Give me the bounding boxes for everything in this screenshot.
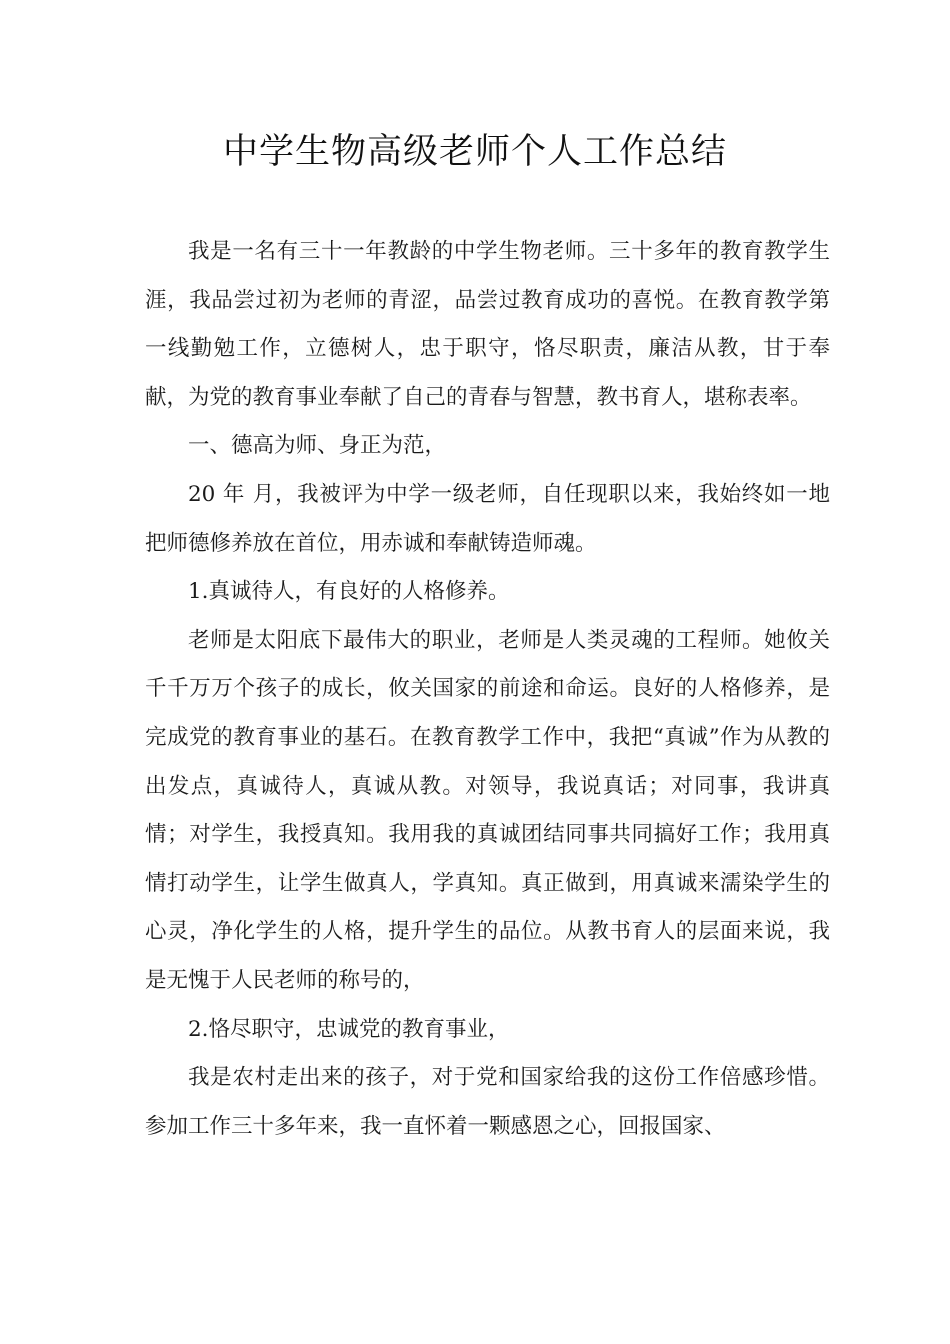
subsection-heading-2: 2.恪尽职守，忠诚党的教育事业， [188,1016,510,1042]
section-heading-1: 一、德高为师、身正为范， [188,433,447,459]
document-body [145,228,830,1151]
paragraph-intro: 我是一名有三十一年教龄的中学生物老师。三十多年的教育教学生涯，我品尝过初为老师的青涩，品尝过教育成功的喜悦。在教育教学第一线勤勉工作，立德树人，忠于职守，恪尽职责，廉洁从教，甘于奉献，为党的教育事业奉献了自己的青春与智慧，教书育人，堪称表率。 [145,239,830,410]
subsection-heading-1: 1.真诚待人，有良好的人格修养。 [188,579,510,605]
paragraph-sincerity: 老师是太阳底下最伟大的职业，老师是人类灵魂的工程师。她攸关千千万万个孩子的成长，攸关国家的前途和命运。良好的人格修养，是完成党的教育事业的基石。在教育教学工作中，我把“真诚”作为从教的出发点，真诚待人，真诚从教。对领导，我说真话；对同事，我讲真情；对学生，我授真知。我用我的真诚团结同事共同搞好工作；我用真情打动学生，让学生做真人，学真知。真正做到，用真诚来濡染学生的心灵，净化学生的人格，提升学生的品位。从教书育人的层面来说，我是无愧于人民老师的称号的， [145,627,830,993]
paragraph-promotion: 20 年 月，我被评为中学一级老师，自任现职以来，我始终如一地把师德修养放在首位，用赤诚和奉献铸造师魂。 [145,481,830,556]
paragraph-dedication: 我是农村走出来的孩子，对于党和国家给我的这份工作倍感珍惜。参加工作三十多年来，我一直怀着一颗感恩之心，回报国家、 [145,1065,830,1139]
document-title: 中学生物高级老师个人工作总结 [222,132,727,172]
